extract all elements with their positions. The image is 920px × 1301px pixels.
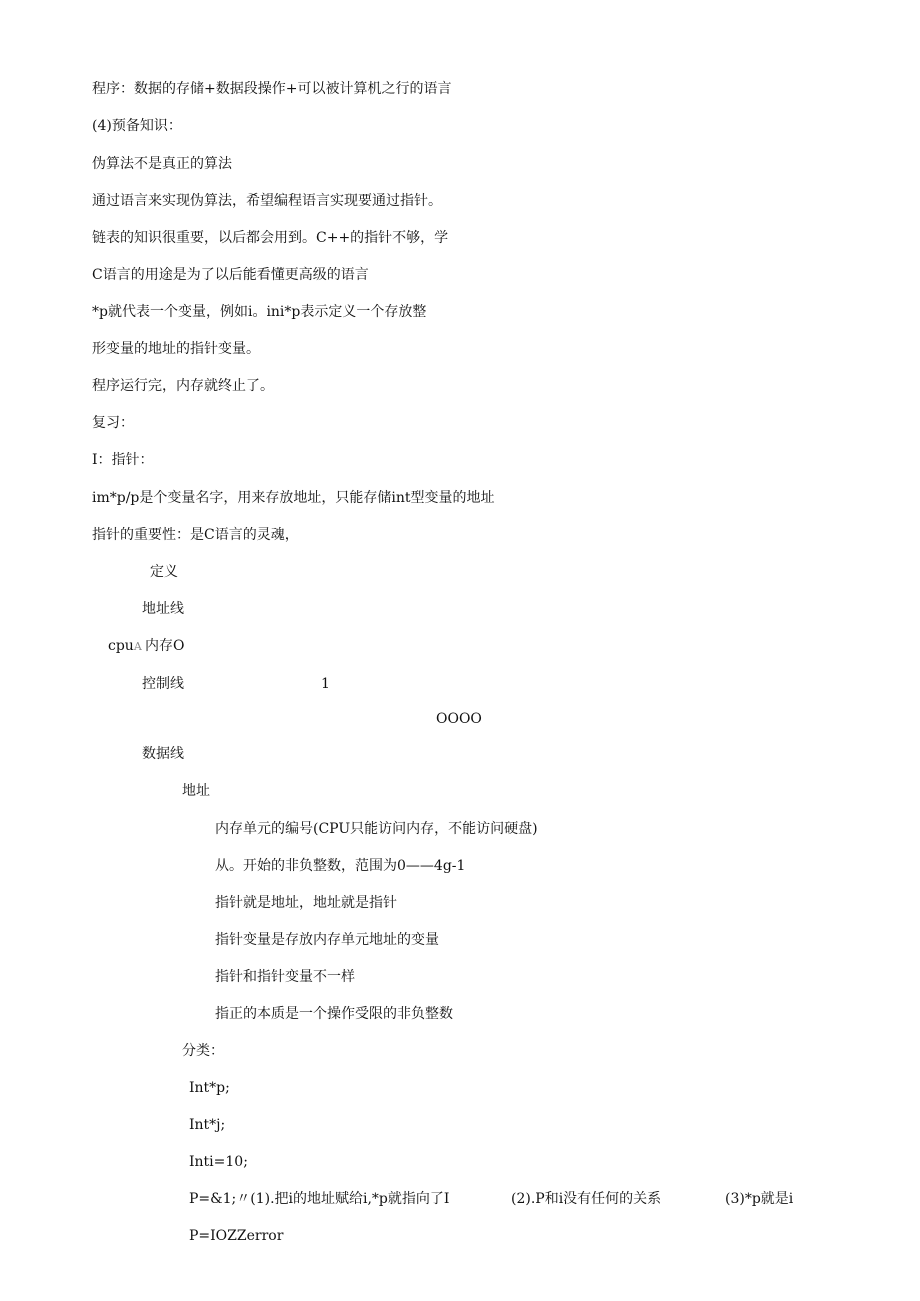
- code-note: (2).P和i没有任何的关系: [511, 1191, 662, 1207]
- section-heading: 复习：: [92, 415, 134, 431]
- address-item: 指正的本质是一个操作受限的非负整数: [215, 1006, 453, 1022]
- address-item: 指针变量是存放内存单元地址的变量: [215, 932, 439, 948]
- define-label: 定义: [150, 564, 178, 580]
- control-bus-label: 控制线: [142, 676, 184, 692]
- code-line: P=IOZZerror: [189, 1228, 284, 1244]
- address-item: 从。开始的非负整数，范围为0——4g-1: [215, 858, 466, 874]
- text-line: 通过语言来实现伪算法，希望编程语言实现要通过指针。: [92, 193, 442, 209]
- address-item: 指针和指针变量不一样: [215, 969, 355, 985]
- address-title: 地址: [182, 783, 210, 799]
- address-item: 指针就是地址，地址就是指针: [215, 895, 397, 911]
- address-item: 内存单元的编号(CPU只能访问内存，不能访问硬盘): [215, 821, 538, 837]
- code-note: (3)*p就是i: [725, 1191, 794, 1207]
- text-line: 形变量的地址的指针变量。: [92, 341, 260, 357]
- text-line: 伪算法不是真正的算法: [92, 156, 232, 172]
- text-line: *p就代表一个变量，例如i。ini*p表示定义一个存放整: [92, 304, 427, 320]
- code-line: Int*p;: [189, 1080, 230, 1096]
- code-line: Int*j;: [189, 1117, 226, 1133]
- memory-label: 内存O: [145, 638, 185, 654]
- cpu-text: cpu: [108, 638, 134, 654]
- text-line: 指针的重要性：是C语言的灵魂，: [92, 527, 299, 543]
- text-line: 程序运行完，内存就终止了。: [92, 378, 274, 394]
- text-line: C语言的用途是为了以后能看懂更高级的语言: [92, 267, 369, 283]
- code-line: Inti=10;: [189, 1154, 248, 1170]
- text-line: 程序：数据的存储+数据段操作+可以被计算机之行的语言: [92, 81, 452, 97]
- memory-cells: OOOO: [436, 711, 482, 727]
- text-line: im*p∕p是个变量名字，用来存放地址，只能存储int型变量的地址: [92, 490, 495, 506]
- classify-title: 分类：: [182, 1043, 224, 1059]
- address-bus-label: 地址线: [142, 601, 184, 617]
- memory-cell-one: 1: [321, 676, 330, 692]
- cpu-label: [108, 637, 142, 656]
- data-bus-label: 数据线: [142, 746, 184, 762]
- text-line: (4)预备知识：: [92, 118, 182, 134]
- text-line: 链表的知识很重要，以后都会用到。C++的指针不够，学: [92, 230, 449, 246]
- code-line: P=&1;〃(1).把i的地址赋给i,*p就指向了I: [189, 1191, 450, 1207]
- cpu-mark: A: [133, 640, 142, 653]
- section-heading: I：指针：: [92, 452, 154, 468]
